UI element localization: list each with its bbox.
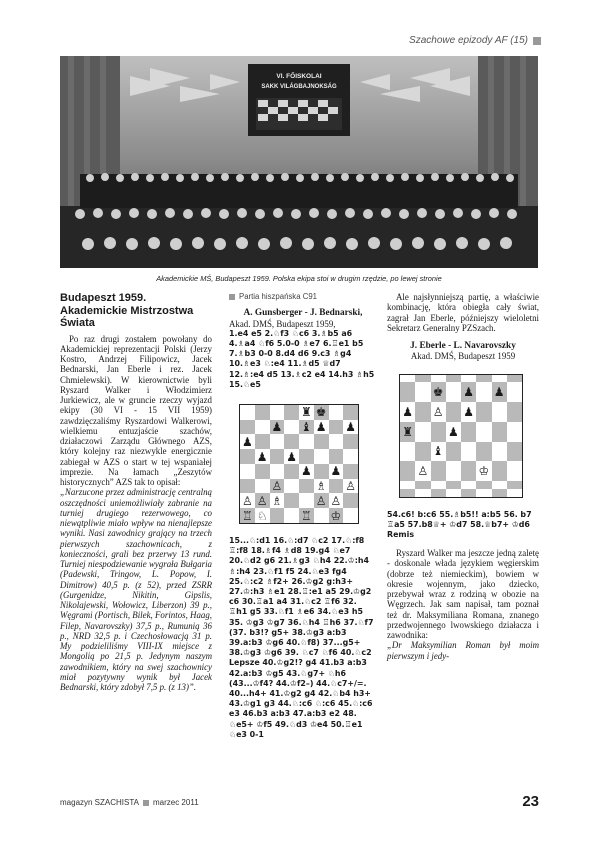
game1-players: A. Gunsberger - J. Bednarski, bbox=[243, 308, 363, 319]
board-square bbox=[507, 442, 522, 462]
board-square bbox=[431, 489, 446, 497]
board-square bbox=[507, 481, 522, 489]
board-square bbox=[284, 493, 299, 508]
article-paragraph-1: Po raz drugi zostałem powołany do Akademickiej reprezentacji Polski (Jerzy Kostro, Andrzej Filipowicz, Jacek Bednarski, Jan Eberle i rez. Jacek Chmielewski). W kierownictwie byli Ryszard Walker i Włodzimierz Jurkiewicz, ale w gruncie rzeczy wyjazd ekipy (30 VI - 15 VII 1959) zawdzięczaliśmy Ryszardowi Walkerowi, wielkiemu entuzjaście szachów, działaczowi Zarządu Głównego AZS, który kolejny raz niezwykle energicznie zabiegał w AZS o start w tej wspaniałej imprezie. Na łamach „Zeszytów historycznych” AZS tak to opisał: bbox=[60, 333, 212, 487]
opening-square-icon bbox=[229, 294, 235, 300]
board-square bbox=[415, 375, 430, 383]
board-square bbox=[314, 464, 329, 479]
footer-magazine bbox=[60, 798, 539, 807]
board-square bbox=[270, 434, 285, 449]
board-square bbox=[446, 461, 461, 481]
board-square: ♚ bbox=[315, 405, 327, 420]
board-square bbox=[415, 442, 430, 462]
board-square bbox=[415, 422, 430, 442]
col3-paragraph-1: Ale najsłynniejszą partię, a właściwie kombinację, która obiegła cały świat, zagrał Jan Eberle, późniejszy wieloletni Sekretarz Generalny PZSzach. bbox=[387, 292, 539, 333]
board-square: ♙ bbox=[431, 402, 446, 422]
board-square bbox=[461, 461, 476, 481]
banner-line-1: VI. FŐISKOLAI bbox=[276, 73, 322, 80]
board-square bbox=[492, 461, 507, 481]
game2-event: Akad. DMŚ, Budapeszt 1959 bbox=[410, 351, 516, 362]
header-square-icon bbox=[533, 37, 541, 45]
board-square bbox=[492, 481, 507, 489]
board-square bbox=[492, 489, 507, 497]
running-title: Szachowe epizody AF (15) bbox=[409, 35, 528, 46]
board-square: ♚ bbox=[431, 382, 446, 402]
board-square: ♝ bbox=[300, 420, 312, 435]
board-square bbox=[284, 420, 299, 435]
board-square: ♟ bbox=[256, 449, 268, 464]
board-square bbox=[476, 375, 491, 383]
board-square bbox=[415, 382, 430, 402]
board-square: ♙ bbox=[271, 479, 283, 494]
board-square bbox=[255, 420, 270, 435]
board-square: ♔ bbox=[476, 461, 491, 481]
opening-label bbox=[229, 292, 377, 302]
board-square bbox=[299, 493, 314, 508]
col3-paragraph-2: Ryszard Walker ma jeszcze jedną zaletę - doskonale włada językiem węgierskim (dobrze też niemieckim), bowiem w okresie wojennym, jako dziecko, przebywał wraz z rodziną w obozie na Węgrzech. Jak sam napisał, tam poznał też dr. Maksymiliana Romana, znanego przedwojennego lwowskiego działacza i zawodnika: bbox=[387, 548, 539, 641]
board-square: ♟ bbox=[241, 434, 253, 449]
board-square bbox=[329, 479, 344, 494]
board-square bbox=[431, 461, 446, 481]
page-footer bbox=[60, 793, 539, 810]
board-square bbox=[507, 382, 522, 402]
board-square bbox=[476, 402, 491, 422]
board-square bbox=[400, 382, 415, 402]
photo-illustration bbox=[60, 56, 538, 268]
game1-moves-a: 1.e4 e5 2.♘f3 ♘c6 3.♗b5 a6 4.♗a4 ♘f6 5.0-0 ♗e7 6.♖e1 b5 7.♗b3 0-0 8.d4 d6 9.c3 ♗g4 10.♗e3 ♘:e4 11.♗d5 ♕d7 12.♗:e4 d5 13.♗c2 e4 14.h3 ♗h5 15.♘e5 bbox=[229, 328, 375, 389]
board-square bbox=[400, 442, 415, 462]
footer-square-icon bbox=[143, 800, 149, 806]
board-square bbox=[314, 449, 329, 464]
board-square: ♟ bbox=[271, 420, 283, 435]
game2-moves: 54.c6! b:c6 55.♗b5!! a:b5 56. b7 ♖a5 57.b8♕+ ♔d7 58.♕b7+ ♔d6 Remis bbox=[387, 509, 532, 539]
board-square bbox=[270, 405, 285, 420]
board-square: ♙ bbox=[415, 461, 430, 481]
board-square bbox=[343, 434, 358, 449]
board-square bbox=[507, 422, 522, 442]
board-square bbox=[476, 422, 491, 442]
chess-diagram-2 bbox=[399, 374, 523, 498]
page-number: 23 bbox=[522, 793, 539, 810]
board-square bbox=[343, 405, 358, 420]
board-square: ♖ bbox=[241, 508, 253, 523]
board-square bbox=[400, 489, 415, 497]
board-square bbox=[492, 442, 507, 462]
board-square bbox=[476, 382, 491, 402]
opening-name: Partia hiszpańska C91 bbox=[239, 292, 318, 301]
board-square: ♙ bbox=[256, 493, 268, 508]
board-square bbox=[284, 405, 299, 420]
board-square: ♟ bbox=[300, 464, 312, 479]
board-square: ♟ bbox=[286, 449, 297, 464]
board-square bbox=[329, 449, 344, 464]
board-square bbox=[507, 461, 522, 481]
board-square bbox=[343, 493, 358, 508]
board-square bbox=[476, 481, 491, 489]
board-square bbox=[461, 442, 476, 462]
board-square: ♖ bbox=[300, 508, 312, 523]
issue-date: marzec 2011 bbox=[152, 798, 199, 807]
board-square bbox=[270, 508, 285, 523]
board-square bbox=[461, 481, 476, 489]
board-square bbox=[431, 481, 446, 489]
board-square bbox=[415, 402, 430, 422]
board-square bbox=[240, 449, 255, 464]
board-square bbox=[461, 375, 476, 383]
board-square bbox=[400, 375, 415, 383]
board-square bbox=[299, 479, 314, 494]
board-square bbox=[255, 434, 270, 449]
board-square bbox=[255, 464, 270, 479]
board-square bbox=[461, 422, 476, 442]
board-square bbox=[461, 489, 476, 497]
board-square bbox=[476, 442, 491, 462]
board-square bbox=[314, 434, 329, 449]
board-square: ♜ bbox=[300, 405, 312, 420]
board-square bbox=[507, 375, 522, 383]
board-square bbox=[492, 375, 507, 383]
photo-caption: Akademickie MŚ, Budapeszt 1959. Polska ekipa stoi w drugim rzędzie, po lewej stronie bbox=[156, 274, 442, 283]
chess-diagram-1 bbox=[239, 404, 359, 524]
game1-event: Akad. DMŚ, Budapeszt 1959, bbox=[229, 318, 336, 329]
running-header bbox=[409, 35, 541, 46]
board-square: ♙ bbox=[241, 493, 253, 508]
board-square bbox=[446, 481, 461, 489]
board-square: ♜ bbox=[400, 422, 415, 442]
board-square: ♟ bbox=[400, 402, 415, 422]
board-square bbox=[507, 402, 522, 422]
board-square bbox=[476, 489, 491, 497]
board-square: ♙ bbox=[330, 493, 342, 508]
board-square bbox=[314, 508, 329, 523]
board-square: ♟ bbox=[330, 464, 342, 479]
board-square: ♔ bbox=[330, 508, 342, 523]
article-quote: „Narzucone przez administrację centralną oszczędności uniemożliwiały zabranie na turniej drugiego rezerwowego, co niewątpliwie miało wpływ na nienajlepsze wyniki. Nasi zawodnicy grający na trzech pierwszych szachownicach, z konieczności, grali bez przerwy 13 rund. Turniej niespodziewanie wygrała Bułgaria (Padewski, Tringow, L. Popow, I. Dimitrow) 40,5 p. (z 52), przed ZSRR (Gurgenidze, Nikitin, Gipslis, Nikolajewski, Wołowicz, Liberzon) 39 p., Węgrami (Portisch, Bilek, Forintos, Haag, Filep, Navarovszky) 37,5 p., Rumunią 36 p., NRD 32,5 p. i Czechosłowacją 31 p. My podzieliliśmy VIII-IX miejsce z Mongolią po 21,5 p. Jedynym naszym zawodnikiem, który na swej szachownicy miał pozytywny wynik był Jacek Bednarski, który zdobył 7,5 p. (z 13)”. bbox=[60, 487, 212, 692]
game1-moves-b: 15...♘:d1 16.♘:d7 ♘c2 17.♘:f8 ♖:f8 18.♗f4 ♗d8 19.g4 ♘e7 20.♘d2 g6 21.♗g3 ♘h4 22.♔:h4 ♗:h4 23.♘f1 f5 24.♘e3 fg4 25.♘:c2 ♗f2+ 26.♔g2 g:h3+ 27.♔:h3 ♗e1 28.♖:e1 a5 29.♔g2 c6 30.♖a1 a4 31.♘c2 ♖f6 32. ♖h1 g5 33.♘f1 ♗e6 34.♘e3 h5 35. ♔g3 ♔g7 36.♘h4 ♖h6 37.♘f7 (37. b3!? g5+ 38.♔g3 a:b3 39.a:b3 ♔g6 40.♘f8) 37...g5+ 38.♔g3 ♔g6 39. ♘c7 ♘f6 40.♘c2 Lepsze 40.♔g2!? g4 41.b3 a:b3 42.a:b3 ♔g5 43.♘g7+ ♘h6 (43...♔f4? 44.♔f2–) 44.♘c7+/=. 40...h4+ 41.♔g2 g4 42.♘b4 h3+ 43.♔g1 g3 44.♘:c6 ♘:c6 45.♘:c6 e3 46.b3 a:b3 47.a:b3 e2 48. ♘e5+ ♔f5 49.♘d3 ♔e4 50.♖e1 ♘e3 0-1 bbox=[229, 535, 374, 739]
board-square bbox=[299, 434, 314, 449]
board-square bbox=[240, 464, 255, 479]
board-square: ♘ bbox=[256, 508, 268, 523]
board-square bbox=[270, 449, 285, 464]
board-square bbox=[255, 479, 270, 494]
board-square bbox=[446, 382, 461, 402]
board-square bbox=[431, 422, 446, 442]
team-photo bbox=[60, 56, 538, 268]
board-square: ♝ bbox=[431, 442, 446, 462]
board-square bbox=[446, 375, 461, 383]
board-square: ♟ bbox=[345, 420, 356, 435]
board-square: ♟ bbox=[315, 420, 327, 435]
board-square bbox=[446, 402, 461, 422]
board-square: ♟ bbox=[446, 422, 461, 442]
column-2 bbox=[229, 292, 377, 740]
board-square bbox=[400, 461, 415, 481]
board-square bbox=[329, 405, 344, 420]
board-square bbox=[492, 422, 507, 442]
board-square: ♟ bbox=[461, 402, 476, 422]
game2-players: J. Eberle - L. Navarovszky bbox=[410, 341, 516, 351]
board-square bbox=[255, 405, 270, 420]
board-square bbox=[431, 375, 446, 383]
board-square bbox=[507, 489, 522, 497]
board-square: ♙ bbox=[345, 479, 356, 494]
board-square bbox=[415, 489, 430, 497]
board-square bbox=[284, 508, 299, 523]
board-square: ♙ bbox=[315, 493, 327, 508]
board-square bbox=[270, 464, 285, 479]
column-3 bbox=[387, 292, 539, 661]
board-square bbox=[400, 481, 415, 489]
board-square bbox=[343, 508, 358, 523]
banner-line-2: SAKK VILÁGBAJNOKSÁG bbox=[261, 84, 337, 90]
board-square bbox=[415, 481, 430, 489]
column-1 bbox=[60, 292, 212, 692]
board-square: ♗ bbox=[315, 479, 327, 494]
board-square bbox=[240, 420, 255, 435]
board-square: ♗ bbox=[271, 493, 283, 508]
magazine-name: magazyn SZACHISTA bbox=[60, 798, 139, 807]
board-square bbox=[240, 405, 255, 420]
board-square bbox=[343, 449, 358, 464]
board-square bbox=[284, 479, 299, 494]
board-square bbox=[329, 434, 344, 449]
board-square bbox=[446, 489, 461, 497]
col3-quote: „Dr Maksymilian Roman był moim pierwszym i jedy- bbox=[387, 640, 539, 661]
board-square bbox=[299, 449, 314, 464]
article-title: Budapeszt 1959. Akademickie Mistrzostwa Świata bbox=[60, 292, 194, 329]
board-square bbox=[329, 420, 344, 435]
board-square: ♟ bbox=[492, 382, 507, 402]
board-square bbox=[343, 464, 358, 479]
board-square: ♟ bbox=[461, 382, 476, 402]
board-square bbox=[284, 434, 299, 449]
board-square bbox=[492, 402, 507, 422]
board-square bbox=[240, 479, 255, 494]
board-square bbox=[284, 464, 299, 479]
board-square bbox=[446, 442, 461, 462]
